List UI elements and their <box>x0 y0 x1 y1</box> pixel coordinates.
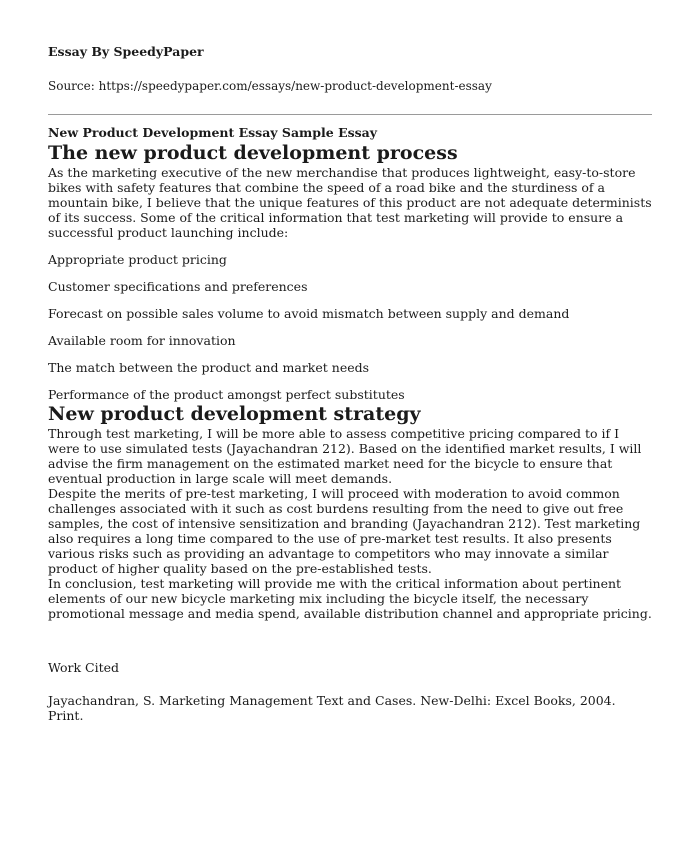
section2-paragraph: Despite the merits of pre-test marketing, I will proceed with moderation to avoid common challenges associated with it such as cost burdens resulting from the need to give out free samples, the cost of intensive sensitization and branding (Jayachandran 212). Test marketing also requires a long time compared to the use of pre-market test results. It also presents various risks such as providing an advantage to competitors who may innovate a similar product of higher quality based on the pre-established tests. <box>48 486 641 576</box>
document-title: New Product Development Essay Sample Essay <box>48 125 378 140</box>
works-cited-title: Work Cited <box>48 660 120 675</box>
section1-intro-paragraph: As the marketing executive of the new merchandise that produces lightweight, easy-to-store bikes with safety features that combine the speed of a road bike and the sturdiness of a mountain bike, I believe that the unique features of this product are not adequate determinists of its success. Some of the critical information that test marketing will provide to ensure a successful product launching include: <box>48 165 652 240</box>
list-item: Appropriate product pricing <box>48 252 227 267</box>
list-item: The match between the product and market needs <box>48 360 370 375</box>
works-cited-entry: Jayachandran, S. Marketing Management Text and Cases. New-Delhi: Excel Books, 2004. Print. <box>48 693 616 723</box>
section2-paragraph: Through test marketing, I will be more able to assess competitive pricing compared to if I were to use simulated tests (Jayachandran 212). Based on the identified market results, I will advise the firm management on the estimated market need for the bicycle to ensure that eventual production in large scale will meet demands. <box>48 426 642 486</box>
section2-paragraph: In conclusion, test marketing will provide me with the critical information about pertinent elements of our new bicycle marketing mix including the bicycle itself, the necessary promotional message and media spend, available distribution channel and appropriate pricing. <box>48 576 652 621</box>
list-item: Available room for innovation <box>48 333 236 348</box>
list-item: Performance of the product amongst perfect substitutes <box>48 387 405 402</box>
header-title: Essay By SpeedyPaper <box>48 44 204 59</box>
information-list <box>48 252 652 402</box>
header-divider <box>48 114 652 115</box>
section-heading-strategy: New product development strategy <box>48 403 421 425</box>
list-item: Customer specifications and preferences <box>48 279 308 294</box>
header-source: Source: https://speedypaper.com/essays/new-product-development-essay <box>48 79 492 93</box>
section-heading-process: The new product development process <box>48 142 458 164</box>
list-item: Forecast on possible sales volume to avoid mismatch between supply and demand <box>48 306 570 321</box>
